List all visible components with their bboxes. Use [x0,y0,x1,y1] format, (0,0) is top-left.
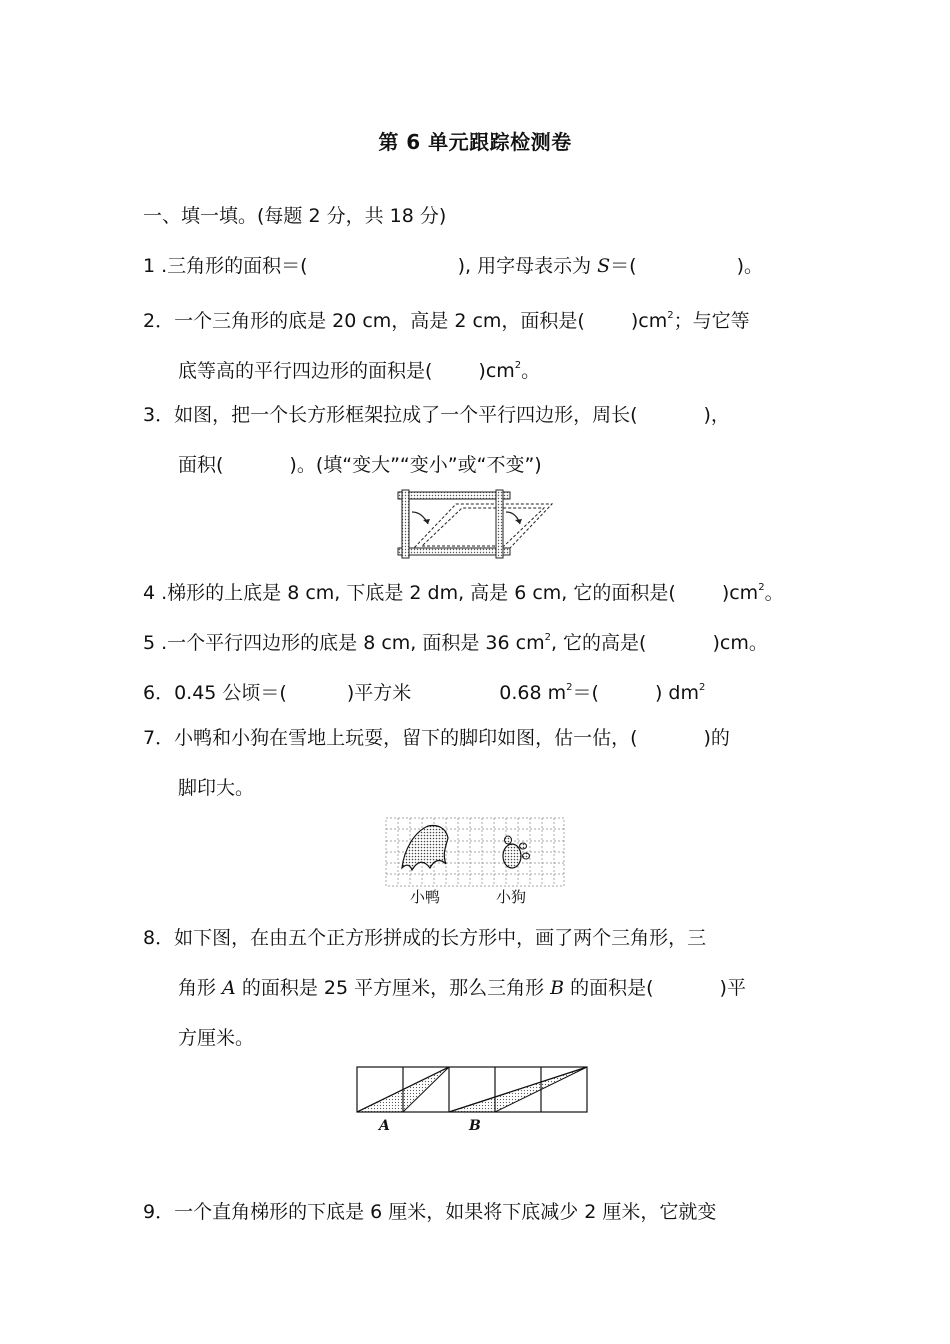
q3-text: )， [703,404,730,426]
q8-var-b: B [550,977,565,999]
q3-text: 3．如图，把一个长方形框架拉成了一个平行四边形，周长( [143,404,638,426]
q2-text: )cm [630,310,668,332]
dog-footprint [503,844,521,868]
label-b: B [469,1118,481,1134]
q2-text: 。 [521,360,541,382]
label-a: A [379,1118,390,1134]
question-8-line2 [178,975,746,1001]
q2-sup: 2 [514,360,522,371]
label-duck: 小鸭 [410,888,441,906]
q4-text: 4 .梯形的上底是 8 cm, 下底是 2 dm, 高是 6 cm, 它的面积是( [143,582,676,604]
q4-sup: 2 [758,582,765,593]
duck-footprint [402,826,448,871]
q2-text: )cm [478,360,515,382]
q8-text: 的面积是 25 平方厘米，那么三角形 [235,977,551,999]
footprint-figure [384,816,566,906]
label-dog: 小狗 [496,888,527,906]
q6-sup: 2 [698,682,706,693]
q4-text: )cm [721,582,759,604]
q6-sup: 2 [566,682,573,693]
q5-text: 5 .一个平行四边形的底是 8 cm, 面积是 36 cm [143,632,545,654]
q5-sup: 2 [544,632,551,643]
question-7-line2: 脚印大。 [178,777,255,799]
question-9: 9．一个直角梯形的下底是 6 厘米，如果将下底减少 2 厘米，它就变 [143,1201,717,1223]
q2-sup: 2 [667,310,674,321]
question-2-line2 [178,353,540,384]
squares-figure [355,1065,591,1137]
q5-text: )cm。 [712,632,768,654]
question-6 [143,675,705,706]
question-2 [143,303,750,334]
q8-var-a: A [222,977,236,999]
question-8-line3: 方厘米。 [178,1027,255,1049]
question-3 [143,402,730,428]
question-7 [143,725,730,751]
q2-text: 底等高的平行四边形的面积是( [178,360,433,382]
q6-text: ) dm [654,682,699,704]
q1-text: )。 [736,255,764,277]
q3-text: )。(填“变大”“变小”或“不变”) [289,454,542,476]
q2-text: ；与它等 [673,310,750,332]
question-8: 8．如下图，在由五个正方形拼成的长方形中，画了两个三角形，三 [143,927,707,949]
question-3-line2 [178,452,542,478]
q1-text: 1 .三角形的面积＝( [143,255,308,277]
q1-variable: S [597,255,611,277]
q1-text: ＝( [610,255,637,277]
question-1 [143,253,763,279]
q4-text: 。 [764,582,784,604]
q8-text: 的面积是( [564,977,654,999]
q7-text: )的 [703,727,730,749]
question-4 [143,575,784,606]
q3-text: 面积( [178,454,224,476]
q6-text: ＝( [572,682,599,704]
q1-text: ), 用字母表示为 [457,255,598,277]
q8-text: )平 [719,977,746,999]
q8-text: 角形 [178,977,223,999]
q6-text: )平方米 [346,682,412,704]
q6-text: 6．0.45 公顷＝( [143,682,287,704]
q2-text: 2．一个三角形的底是 20 cm，高是 2 cm，面积是( [143,310,585,332]
page-title: 第 6 单元跟踪检测卷 [378,130,572,154]
section-heading: 一、填一填。(每题 2 分，共 18 分) [143,205,447,227]
q7-text: 7．小鸭和小狗在雪地上玩耍，留下的脚印如图，估一估，( [143,727,638,749]
frame-figure [392,488,557,560]
q6-text: 0.68 m [499,682,567,704]
q5-text: , 它的高是( [550,632,647,654]
question-5 [143,625,768,656]
